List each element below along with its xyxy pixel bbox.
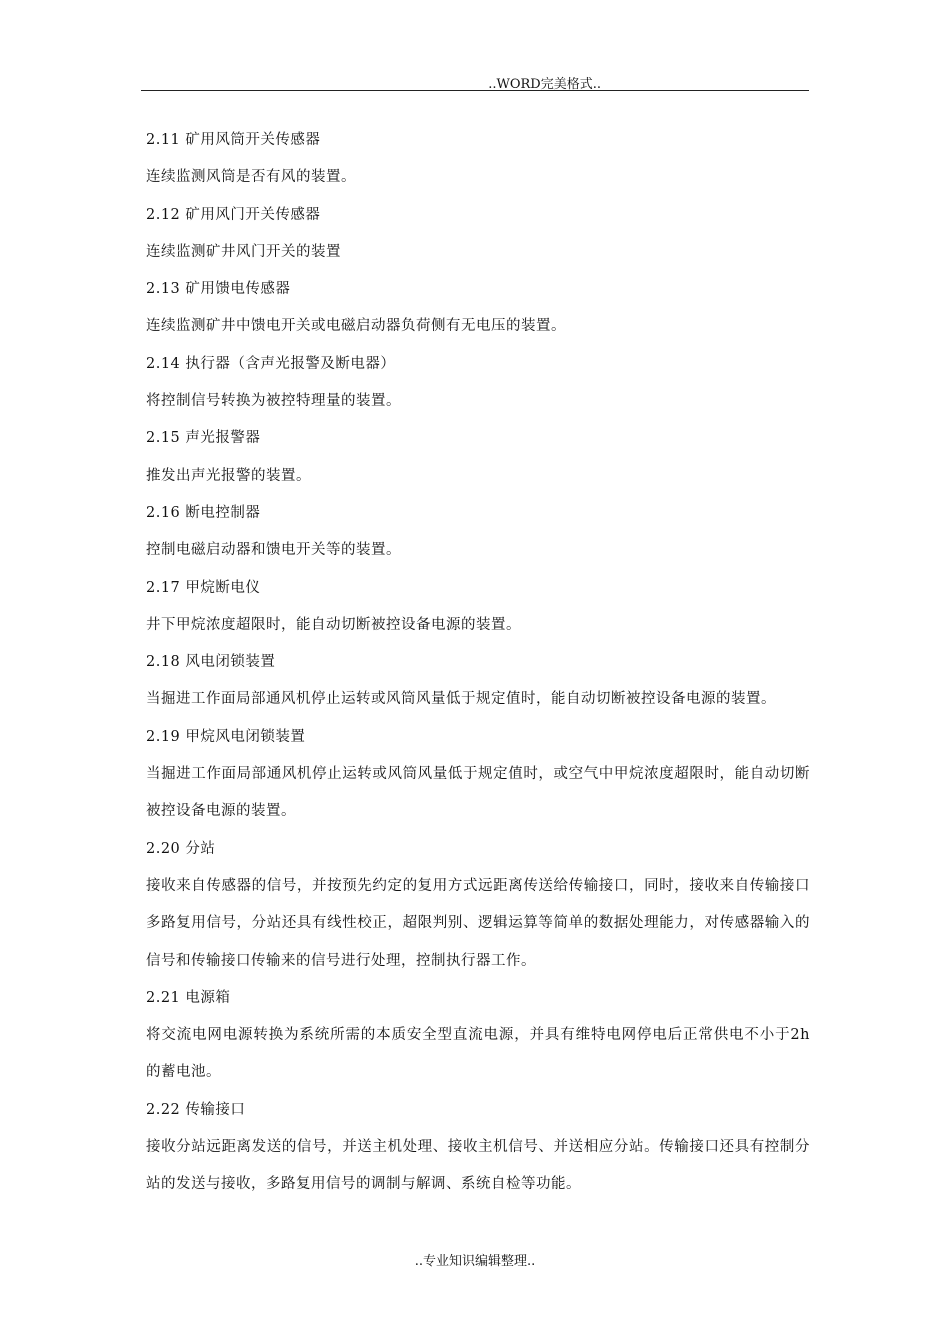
section-heading: 2.19 甲烷风电闭锁装置 [146,728,306,745]
section-definition: 控制电磁启动器和馈电开关等的装置。 [146,542,401,559]
section-heading: 2.13 矿用馈电传感器 [146,281,291,298]
section-heading: 2.16 断电控制器 [146,504,261,521]
section-definition: 接收分站远距离发送的信号，并送主机处理、接收主机信号、并送相应分站。传输接口还具有控制分站的发送与接收，多路复用信号的调制与解调、系统自检等功能。 [146,1139,810,1193]
section-definition: 连续监测矿井中馈电开关或电磁启动器负荷侧有无电压的装置。 [146,318,566,335]
section-heading: 2.20 分站 [146,840,216,857]
section-definition: 将控制信号转换为被控特理量的装置。 [146,393,401,410]
page-footer [0,1250,950,1269]
section-heading: 2.22 传输接口 [146,1101,246,1118]
section-heading: 2.21 电源箱 [146,989,231,1006]
section-heading: 2.18 风电闭锁装置 [146,654,276,671]
section-definition: 将交流电网电源转换为系统所需的本质安全型直流电源，并具有维特电网停电后正常供电不小于2h的蓄电池。 [146,1027,810,1081]
section-definition: 当掘进工作面局部通风机停止运转或风筒风量低于规定值时，能自动切断被控设备电源的装置。 [146,691,776,708]
section-heading: 2.17 甲烷断电仪 [146,579,261,596]
section-definition: 推发出声光报警的装置。 [146,467,311,484]
document-body [146,122,810,1204]
section-heading: 2.15 声光报警器 [146,430,261,447]
section-heading: 2.11 矿用风筒开关传感器 [146,132,321,148]
section-definition: 井下甲烷浓度超限时，能自动切断被控设备电源的装置。 [146,616,521,633]
section-heading: 2.12 矿用风门开关传感器 [146,206,321,223]
header-text: ..WORD完美格式.. [488,77,601,92]
section-definition: 连续监测矿井风门开关的装置 [146,243,341,260]
section-definition: 接收来自传感器的信号，并按预先约定的复用方式远距离传送给传输接口，同时，接收来自传输接口多路复用信号，分站还具有线性校正，超限判别、逻辑运算等简单的数据处理能力，对传感器输入的信号和传输接口传输来的信号进行处理，控制执行器工作。 [146,877,810,969]
page-header [141,70,809,91]
section-definition: 连续监测风筒是否有风的装置。 [146,169,356,186]
section-definition: 当掘进工作面局部通风机停止运转或风筒风量低于规定值时，或空气中甲烷浓度超限时，能自动切断被控设备电源的装置。 [146,766,810,820]
footer-text: ..专业知识编辑整理.. [414,1254,536,1269]
section-heading: 2.14 执行器（含声光报警及断电器） [146,355,396,372]
